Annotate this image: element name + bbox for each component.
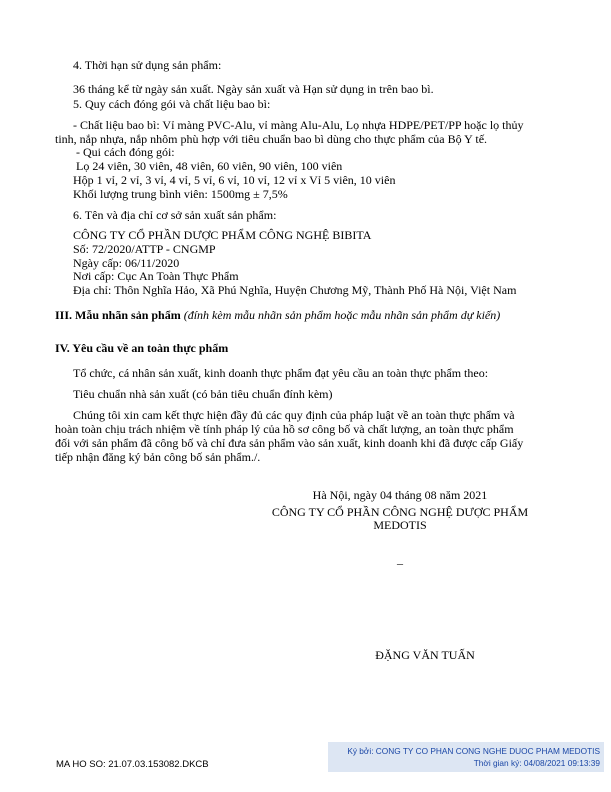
signature-place-date: Hà Nội, ngày 04 tháng 08 năm 2021 bbox=[312, 488, 488, 502]
signature-company-line-2: MEDOTIS bbox=[373, 518, 427, 532]
tablet-weight: Khối lượng trung bình viên: 1500mg ± 7,5% bbox=[73, 187, 288, 201]
section-6-heading: 6. Tên và địa chỉ cơ sở sản xuất sản phẩm: bbox=[73, 208, 277, 222]
commitment-line-4: tiếp nhận đăng ký bản công bố sản phẩm./. bbox=[55, 450, 261, 464]
packaging-material-line-1: - Chất liệu bao bì: Vỉ màng PVC-Alu, vỉ màng Alu-Alu, Lọ nhựa HDPE/PET/PP hoặc lọ thủy bbox=[73, 118, 524, 132]
section-5-heading: 5. Quy cách đóng gói và chất liệu bao bì: bbox=[73, 97, 271, 111]
section-III-heading bbox=[55, 308, 500, 322]
section-III-note: (đính kèm mẫu nhãn sản phẩm hoặc mẫu nhãn sản phẩm dự kiến) bbox=[183, 308, 501, 322]
packing-heading: - Qui cách đóng gói: bbox=[76, 145, 175, 159]
commitment-line-3: đối với sản phẩm đã công bố và chỉ đưa sản phẩm vào sản xuất, kinh doanh khi đã được cấp Giấy bbox=[55, 436, 524, 450]
signer-name: ĐẶNG VĂN TUẤN bbox=[375, 648, 475, 662]
file-code: MA HO SO: 21.07.03.153082.DKCB bbox=[56, 759, 209, 770]
section-4-heading: 4. Thời hạn sử dụng sản phẩm: bbox=[73, 58, 222, 72]
safety-intro: Tổ chức, cá nhân sản xuất, kinh doanh thực phẩm đạt yêu cầu an toàn thực phẩm theo: bbox=[73, 366, 489, 380]
section-IV-heading: IV. Yêu cầu về an toàn thực phẩm bbox=[55, 341, 229, 355]
certificate-issue-date: Ngày cấp: 06/11/2020 bbox=[73, 256, 180, 270]
signature-company-line-1: CÔNG TY CỔ PHẦN CÔNG NGHỆ DƯỢC PHẨM bbox=[271, 505, 529, 519]
packing-bottles: Lọ 24 viên, 30 viên, 48 viên, 60 viên, 90 viên, 100 viên bbox=[76, 159, 343, 173]
manufacturer-address: Địa chỉ: Thôn Nghĩa Hảo, Xã Phú Nghĩa, Huyện Chương Mỹ, Thành Phố Hà Nội, Việt Nam bbox=[73, 283, 517, 297]
certificate-issuer: Nơi cấp: Cục An Toàn Thực Phẩm bbox=[73, 269, 239, 283]
certificate-number: Số: 72/2020/ATTP - CNGMP bbox=[73, 242, 216, 256]
commitment-line-1: Chúng tôi xin cam kết thực hiện đầy đủ các quy định của pháp luật về an toàn thực phẩm và bbox=[73, 408, 515, 422]
manufacturer-name: CÔNG TY CỔ PHẦN DƯỢC PHẨM CÔNG NGHỆ BIBITA bbox=[73, 228, 372, 242]
signature-mark: _ bbox=[397, 552, 403, 566]
packing-boxes: Hộp 1 vỉ, 2 vỉ, 3 vỉ, 4 vỉ, 5 vỉ, 6 vỉ, 10 vỉ, 12 vỉ x Vỉ 5 viên, 10 viên bbox=[73, 173, 396, 187]
digital-signature-box bbox=[328, 742, 604, 772]
signed-by: Ký bởi: CONG TY CO PHAN CONG NGHE DUOC PHAM MEDOTIS bbox=[347, 746, 600, 756]
safety-standard: Tiêu chuẩn nhà sản xuất (có bản tiêu chuẩn đính kèm) bbox=[73, 387, 333, 401]
commitment-line-2: hoàn toàn chịu trách nhiệm về tính pháp lý của hồ sơ công bố và chất lượng, an toàn thực phẩm bbox=[55, 422, 514, 436]
section-III-title: III. Mẫu nhãn sản phẩm bbox=[55, 308, 181, 322]
signed-time: Thời gian ký: 04/08/2021 09:13:39 bbox=[473, 758, 600, 768]
shelf-life-text: 36 tháng kể từ ngày sản xuất. Ngày sản xuất và Hạn sử dụng in trên bao bì. bbox=[73, 82, 434, 96]
packaging-material-line-2: tinh, nắp nhựa, nắp nhôm phù hợp với tiêu chuẩn bao bì dùng cho thực phẩm của Bộ Y tế. bbox=[55, 132, 488, 146]
